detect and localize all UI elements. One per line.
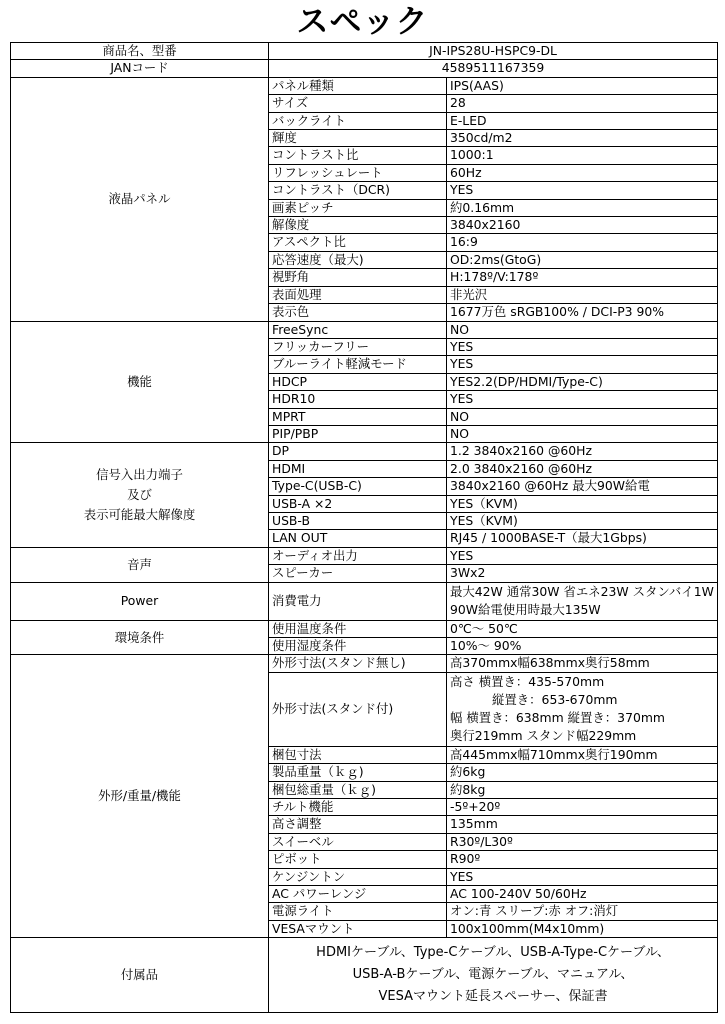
spec-value: 10%～ 90% (447, 638, 718, 655)
spec-value: 1.2 3840x2160 @60Hz (447, 443, 718, 460)
spec-label: 表面処理 (269, 286, 447, 303)
spec-value: 100x100mm(M4x10mm) (447, 920, 718, 937)
spec-label: 使用湿度条件 (269, 638, 447, 655)
spec-value (447, 582, 718, 620)
spec-value: NO (447, 321, 718, 338)
spec-value: 3Wx2 (447, 565, 718, 582)
spec-value: YES (447, 547, 718, 564)
spec-value: YES (447, 182, 718, 199)
spec-label: サイズ (269, 95, 447, 112)
category-label: 環境条件 (114, 629, 165, 645)
row-label: JANコード (11, 60, 269, 77)
spec-label: VESAマウント (269, 920, 447, 937)
spec-value: 1000:1 (447, 147, 718, 164)
spec-label: 使用温度条件 (269, 620, 447, 637)
spec-label: PIP/PBP (269, 425, 447, 442)
spec-value: NO (447, 408, 718, 425)
row-value: 4589511167359 (269, 60, 718, 77)
page-title: スペック (296, 2, 429, 40)
spec-value: 1677万色 sRGB100% / DCI-P3 90% (447, 304, 718, 321)
spec-value: NO (447, 425, 718, 442)
spec-value: YES（KVM) (447, 495, 718, 512)
accessories-label: 付属品 (11, 938, 269, 1013)
table-row (11, 620, 718, 637)
table-row (11, 655, 718, 672)
spec-label: パネル種類 (269, 77, 447, 94)
category-cell (11, 443, 269, 547)
table-row (11, 547, 718, 564)
spec-value: IPS(AAS) (447, 77, 718, 94)
spec-value: YES (447, 338, 718, 355)
spec-value: 非光沢 (447, 286, 718, 303)
table-row (11, 43, 718, 60)
category-label: 表示可能最大解像度 (83, 507, 196, 523)
spec-table (10, 42, 718, 1013)
category-cell (11, 77, 269, 321)
row-label: 商品名、型番 (11, 43, 269, 60)
table-row (11, 582, 718, 620)
spec-label: HDMI (269, 460, 447, 477)
category-cell (11, 321, 269, 443)
spec-label: ピボット (269, 851, 447, 868)
spec-label: スイーベル (269, 833, 447, 850)
spec-label: コントラスト（DCR) (269, 182, 447, 199)
category-label: 信号入出力端子 (96, 467, 183, 483)
table-row (11, 443, 718, 460)
spec-value-line: 縦置き：653-670mm (492, 692, 618, 708)
spec-label: DP (269, 443, 447, 460)
spec-label: Type-C(USB-C) (269, 478, 447, 495)
spec-value: 16:9 (447, 234, 718, 251)
spec-value: 135mm (447, 816, 718, 833)
spec-value: AC 100-240V 50/60Hz (447, 886, 718, 903)
spec-label: USB-A ×2 (269, 495, 447, 512)
accessory-line: VESAマウント延長スペーサー、保証書 (378, 989, 608, 1005)
category-label: 液晶パネル (108, 191, 171, 207)
spec-label: 外形寸法(スタンド無し) (269, 655, 447, 672)
spec-label: 画素ピッチ (269, 199, 447, 216)
spec-label: 電源ライト (269, 903, 447, 920)
spec-value: E-LED (447, 112, 718, 129)
spec-label: コントラスト比 (269, 147, 447, 164)
spec-label: スピーカー (269, 565, 447, 582)
spec-label: USB-B (269, 512, 447, 529)
spec-value: 28 (447, 95, 718, 112)
spec-value-line: 高さ 横置き：435-570mm (450, 674, 605, 690)
spec-label: ブルーライト軽減モード (269, 356, 447, 373)
spec-value (447, 672, 718, 746)
spec-value: 約8kg (447, 781, 718, 798)
spec-value: 3840x2160 @60Hz 最大90W給電 (447, 478, 718, 495)
spec-label: AC パワーレンジ (269, 886, 447, 903)
spec-value: 0℃～ 50℃ (447, 620, 718, 637)
accessory-line: USB-A-Bケーブル、電源ケーブル、マニュアル、 (352, 967, 634, 983)
spec-value: 2.0 3840x2160 @60Hz (447, 460, 718, 477)
category-label: 外形/重量/機能 (98, 788, 181, 804)
spec-value: R90º (447, 851, 718, 868)
spec-label: 製品重量（ｋｇ) (269, 764, 447, 781)
spec-value: オン:青 スリープ:赤 オフ:消灯 (447, 903, 718, 920)
spec-value: 60Hz (447, 164, 718, 181)
spec-label: 消費電力 (269, 582, 447, 620)
accessories-value (269, 938, 718, 1013)
spec-label: バックライト (269, 112, 447, 129)
spec-value-line: 最大42W 通常30W 省エネ23W スタンバイ1W (450, 584, 714, 600)
spec-value: H:178º/V:178º (447, 269, 718, 286)
spec-label: 表示色 (269, 304, 447, 321)
spec-label: フリッカーフリー (269, 338, 447, 355)
spec-label: LAN OUT (269, 530, 447, 547)
spec-label: ケンジントン (269, 868, 447, 885)
spec-label: チルト機能 (269, 799, 447, 816)
category-label: Power (120, 593, 159, 609)
spec-label: 応答速度（最大) (269, 251, 447, 268)
spec-value: 350cd/m2 (447, 130, 718, 147)
spec-label: 視野角 (269, 269, 447, 286)
spec-value-line: 90W給電使用時最大135W (450, 602, 601, 618)
spec-label: 外形寸法(スタンド付) (269, 672, 447, 746)
spec-label: 梱包寸法 (269, 746, 447, 763)
table-row (11, 60, 718, 77)
spec-value-line: 幅 横置き：638mm 縦置き：370mm (450, 710, 665, 726)
spec-label: 輝度 (269, 130, 447, 147)
spec-value-line: 奥行219mm スタンド幅229mm (450, 728, 637, 744)
spec-label: MPRT (269, 408, 447, 425)
category-label: 音声 (127, 556, 152, 572)
spec-label: HDCP (269, 373, 447, 390)
spec-label: 梱包総重量（ｋｇ) (269, 781, 447, 798)
table-row (11, 938, 718, 1013)
spec-label: オーディオ出力 (269, 547, 447, 564)
spec-label: アスペクト比 (269, 234, 447, 251)
table-row (11, 77, 718, 94)
accessory-line: HDMIケーブル、Type-Cケーブル、USB-A-Type-Cケーブル、 (316, 945, 670, 961)
category-cell (11, 547, 269, 582)
spec-label: 高さ調整 (269, 816, 447, 833)
spec-label: HDR10 (269, 391, 447, 408)
spec-value: YES (447, 868, 718, 885)
row-value: JN-IPS28U-HSPC9-DL (269, 43, 718, 60)
spec-value: YES2.2(DP/HDMI/Type-C) (447, 373, 718, 390)
spec-value: OD:2ms(GtoG) (447, 251, 718, 268)
table-row (11, 321, 718, 338)
spec-value: 高445mmx幅710mmx奥行190mm (447, 746, 718, 763)
spec-value: YES (447, 391, 718, 408)
spec-value: 約6kg (447, 764, 718, 781)
category-label: 及び (127, 487, 152, 503)
spec-label: リフレッシュレート (269, 164, 447, 181)
category-cell (11, 620, 269, 655)
category-label: 機能 (127, 373, 152, 389)
category-cell (11, 582, 269, 620)
spec-value: R30º/L30º (447, 833, 718, 850)
spec-label: FreeSync (269, 321, 447, 338)
spec-value: -5º+20º (447, 799, 718, 816)
spec-value: 高370mmx幅638mmx奥行58mm (447, 655, 718, 672)
spec-value: RJ45 / 1000BASE-T（最大1Gbps) (447, 530, 718, 547)
category-cell (11, 655, 269, 938)
spec-value: YES（KVM) (447, 512, 718, 529)
spec-label: 解像度 (269, 217, 447, 234)
spec-value: 約0.16mm (447, 199, 718, 216)
spec-value: YES (447, 356, 718, 373)
spec-value: 3840x2160 (447, 217, 718, 234)
